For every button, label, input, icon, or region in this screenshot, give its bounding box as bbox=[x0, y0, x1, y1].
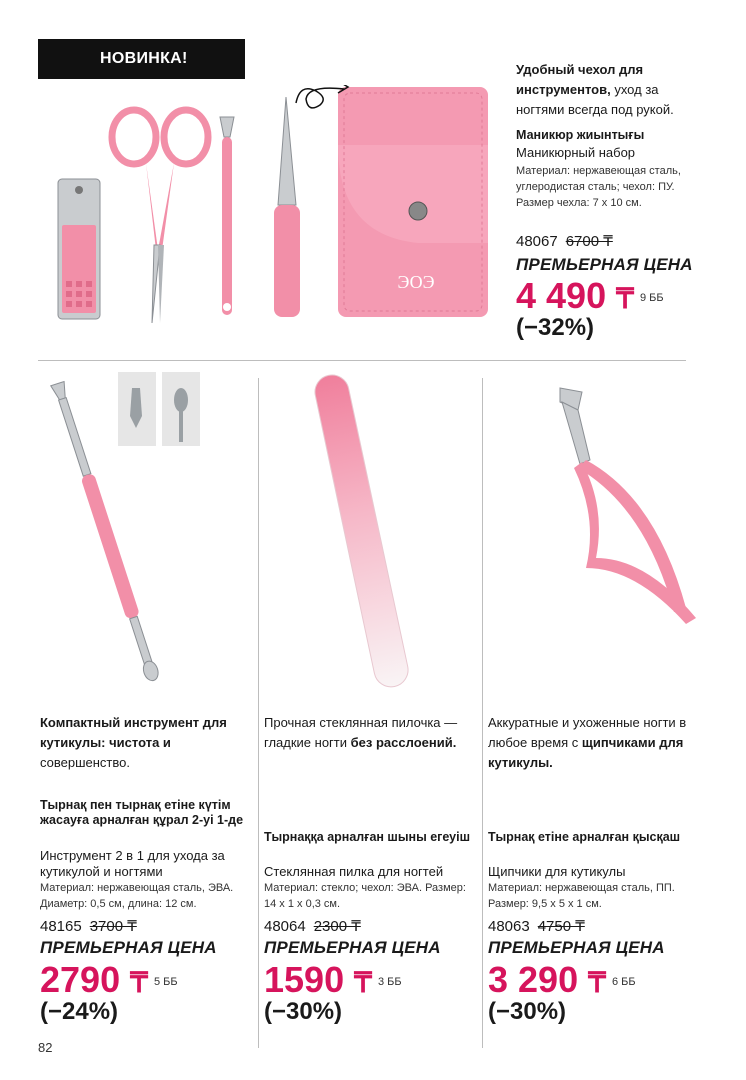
product1-price-line bbox=[40, 960, 178, 1003]
product2-code: 48064 bbox=[264, 918, 306, 935]
product2-description: Прочная стеклянная пилочка — гладкие ногти без расслоений. bbox=[264, 715, 458, 750]
divider-horizontal bbox=[38, 360, 686, 361]
set-price-line bbox=[516, 276, 664, 319]
product1-description: Компактный инструмент для кутикулы: чистота и совершенство. bbox=[40, 715, 227, 770]
new-badge: НОВИНКА! bbox=[38, 39, 245, 79]
product3-name-ru: Щипчики для кутикулы bbox=[488, 864, 626, 879]
divider-vertical-2 bbox=[482, 378, 483, 1048]
product3-old-price: 4750 ₸ bbox=[537, 918, 585, 935]
set-material: Материал: нержавеющая сталь, углеродистая сталь; чехол: ПУ. Размер чехла: 7 x 10 см. bbox=[516, 165, 681, 209]
scissors-image bbox=[112, 110, 208, 323]
product1-code: 48165 bbox=[40, 918, 82, 935]
product2-currency: ₸ bbox=[354, 967, 372, 998]
product2-name-kz: Тырнаққа арналған шыны егеуіш bbox=[264, 830, 471, 844]
set-discount: (−32%) bbox=[516, 314, 595, 341]
case-logo: ЭОЭ bbox=[397, 272, 435, 292]
pink-case-image bbox=[338, 87, 488, 317]
set-price: 4 490 bbox=[516, 275, 607, 316]
cuticle-pusher-image bbox=[220, 117, 234, 315]
product3-code-line bbox=[488, 918, 585, 936]
product2-premiere-label: ПРЕМЬЕРНАЯ ЦЕНА bbox=[264, 938, 441, 957]
curly-arrow-icon bbox=[296, 88, 344, 108]
glass-file-image bbox=[262, 368, 477, 703]
product1-name-ru: Инструмент 2 в 1 для ухода за кутикулой и ногтями bbox=[40, 848, 225, 879]
divider-vertical-1 bbox=[258, 378, 259, 1048]
page-number: 82 bbox=[38, 1040, 53, 1055]
set-old-price: 6700 ₸ bbox=[565, 233, 613, 250]
product1-currency: ₸ bbox=[130, 967, 148, 998]
product3-material: Материал: нержавеющая сталь, ПП. Размер: 9,5 x 5 x 1 см. bbox=[488, 882, 675, 910]
product3-premiere-label: ПРЕМЬЕРНАЯ ЦЕНА bbox=[488, 938, 665, 957]
product3-price: 3 290 bbox=[488, 959, 579, 1000]
nail-file-image bbox=[274, 97, 300, 317]
product2-name-ru: Стеклянная пилка для ногтей bbox=[264, 864, 444, 879]
product3-points: 6 ББ bbox=[611, 976, 636, 989]
product1-material: Материал: нержавеющая сталь, ЭВА. Диаметр: 0,5 см, длина: 12 см. bbox=[40, 882, 234, 910]
set-points: 9 ББ bbox=[639, 292, 664, 305]
product1-premiere-label: ПРЕМЬЕРНАЯ ЦЕНА bbox=[40, 938, 217, 957]
set-name-kz: Маникюр жиынтығы bbox=[516, 128, 645, 142]
product1-name-kz: Тырнақ пен тырнақ етіне күтім жасауға арналған құрал 2-уі 1-де bbox=[40, 798, 244, 827]
set-currency: ₸ bbox=[616, 283, 634, 314]
set-description: Удобный чехол для инструментов, уход за ногтями всегда под рукой. bbox=[516, 62, 674, 117]
manicure-set-image bbox=[38, 85, 508, 330]
product1-discount: (−24%) bbox=[40, 998, 119, 1025]
set-name-ru: Маникюрный набор bbox=[516, 145, 636, 160]
product2-price: 1590 bbox=[264, 959, 345, 1000]
nail-clipper-image bbox=[58, 179, 100, 319]
product1-code-line bbox=[40, 918, 137, 936]
product1-points: 5 ББ bbox=[153, 976, 178, 989]
cuticle-tool-image bbox=[38, 368, 253, 703]
set-premiere-label: ПРЕМЬЕРНАЯ ЦЕНА bbox=[516, 255, 693, 274]
product2-points: 3 ББ bbox=[377, 976, 402, 989]
product3-discount: (−30%) bbox=[488, 998, 567, 1025]
cuticle-nipper-image bbox=[486, 368, 701, 703]
product2-code-line bbox=[264, 918, 361, 936]
set-code: 48067 bbox=[516, 233, 558, 250]
product2-material: Материал: стекло; чехол: ЭВА. Размер: 14 x 1 x 0,3 см. bbox=[264, 882, 466, 910]
product2-price-line bbox=[264, 960, 402, 1003]
product1-price: 2790 bbox=[40, 959, 121, 1000]
product3-name-kz: Тырнақ етіне арналған қысқаш bbox=[488, 830, 681, 844]
set-code-line bbox=[516, 233, 613, 251]
product2-discount: (−30%) bbox=[264, 998, 343, 1025]
product3-price-line bbox=[488, 960, 636, 1003]
product1-old-price: 3700 ₸ bbox=[89, 918, 137, 935]
product3-description: Аккуратные и ухоженные ногти в любое время с щипчиками для кутикулы. bbox=[488, 715, 687, 770]
product2-old-price: 2300 ₸ bbox=[313, 918, 361, 935]
product3-code: 48063 bbox=[488, 918, 530, 935]
product3-currency: ₸ bbox=[588, 967, 606, 998]
